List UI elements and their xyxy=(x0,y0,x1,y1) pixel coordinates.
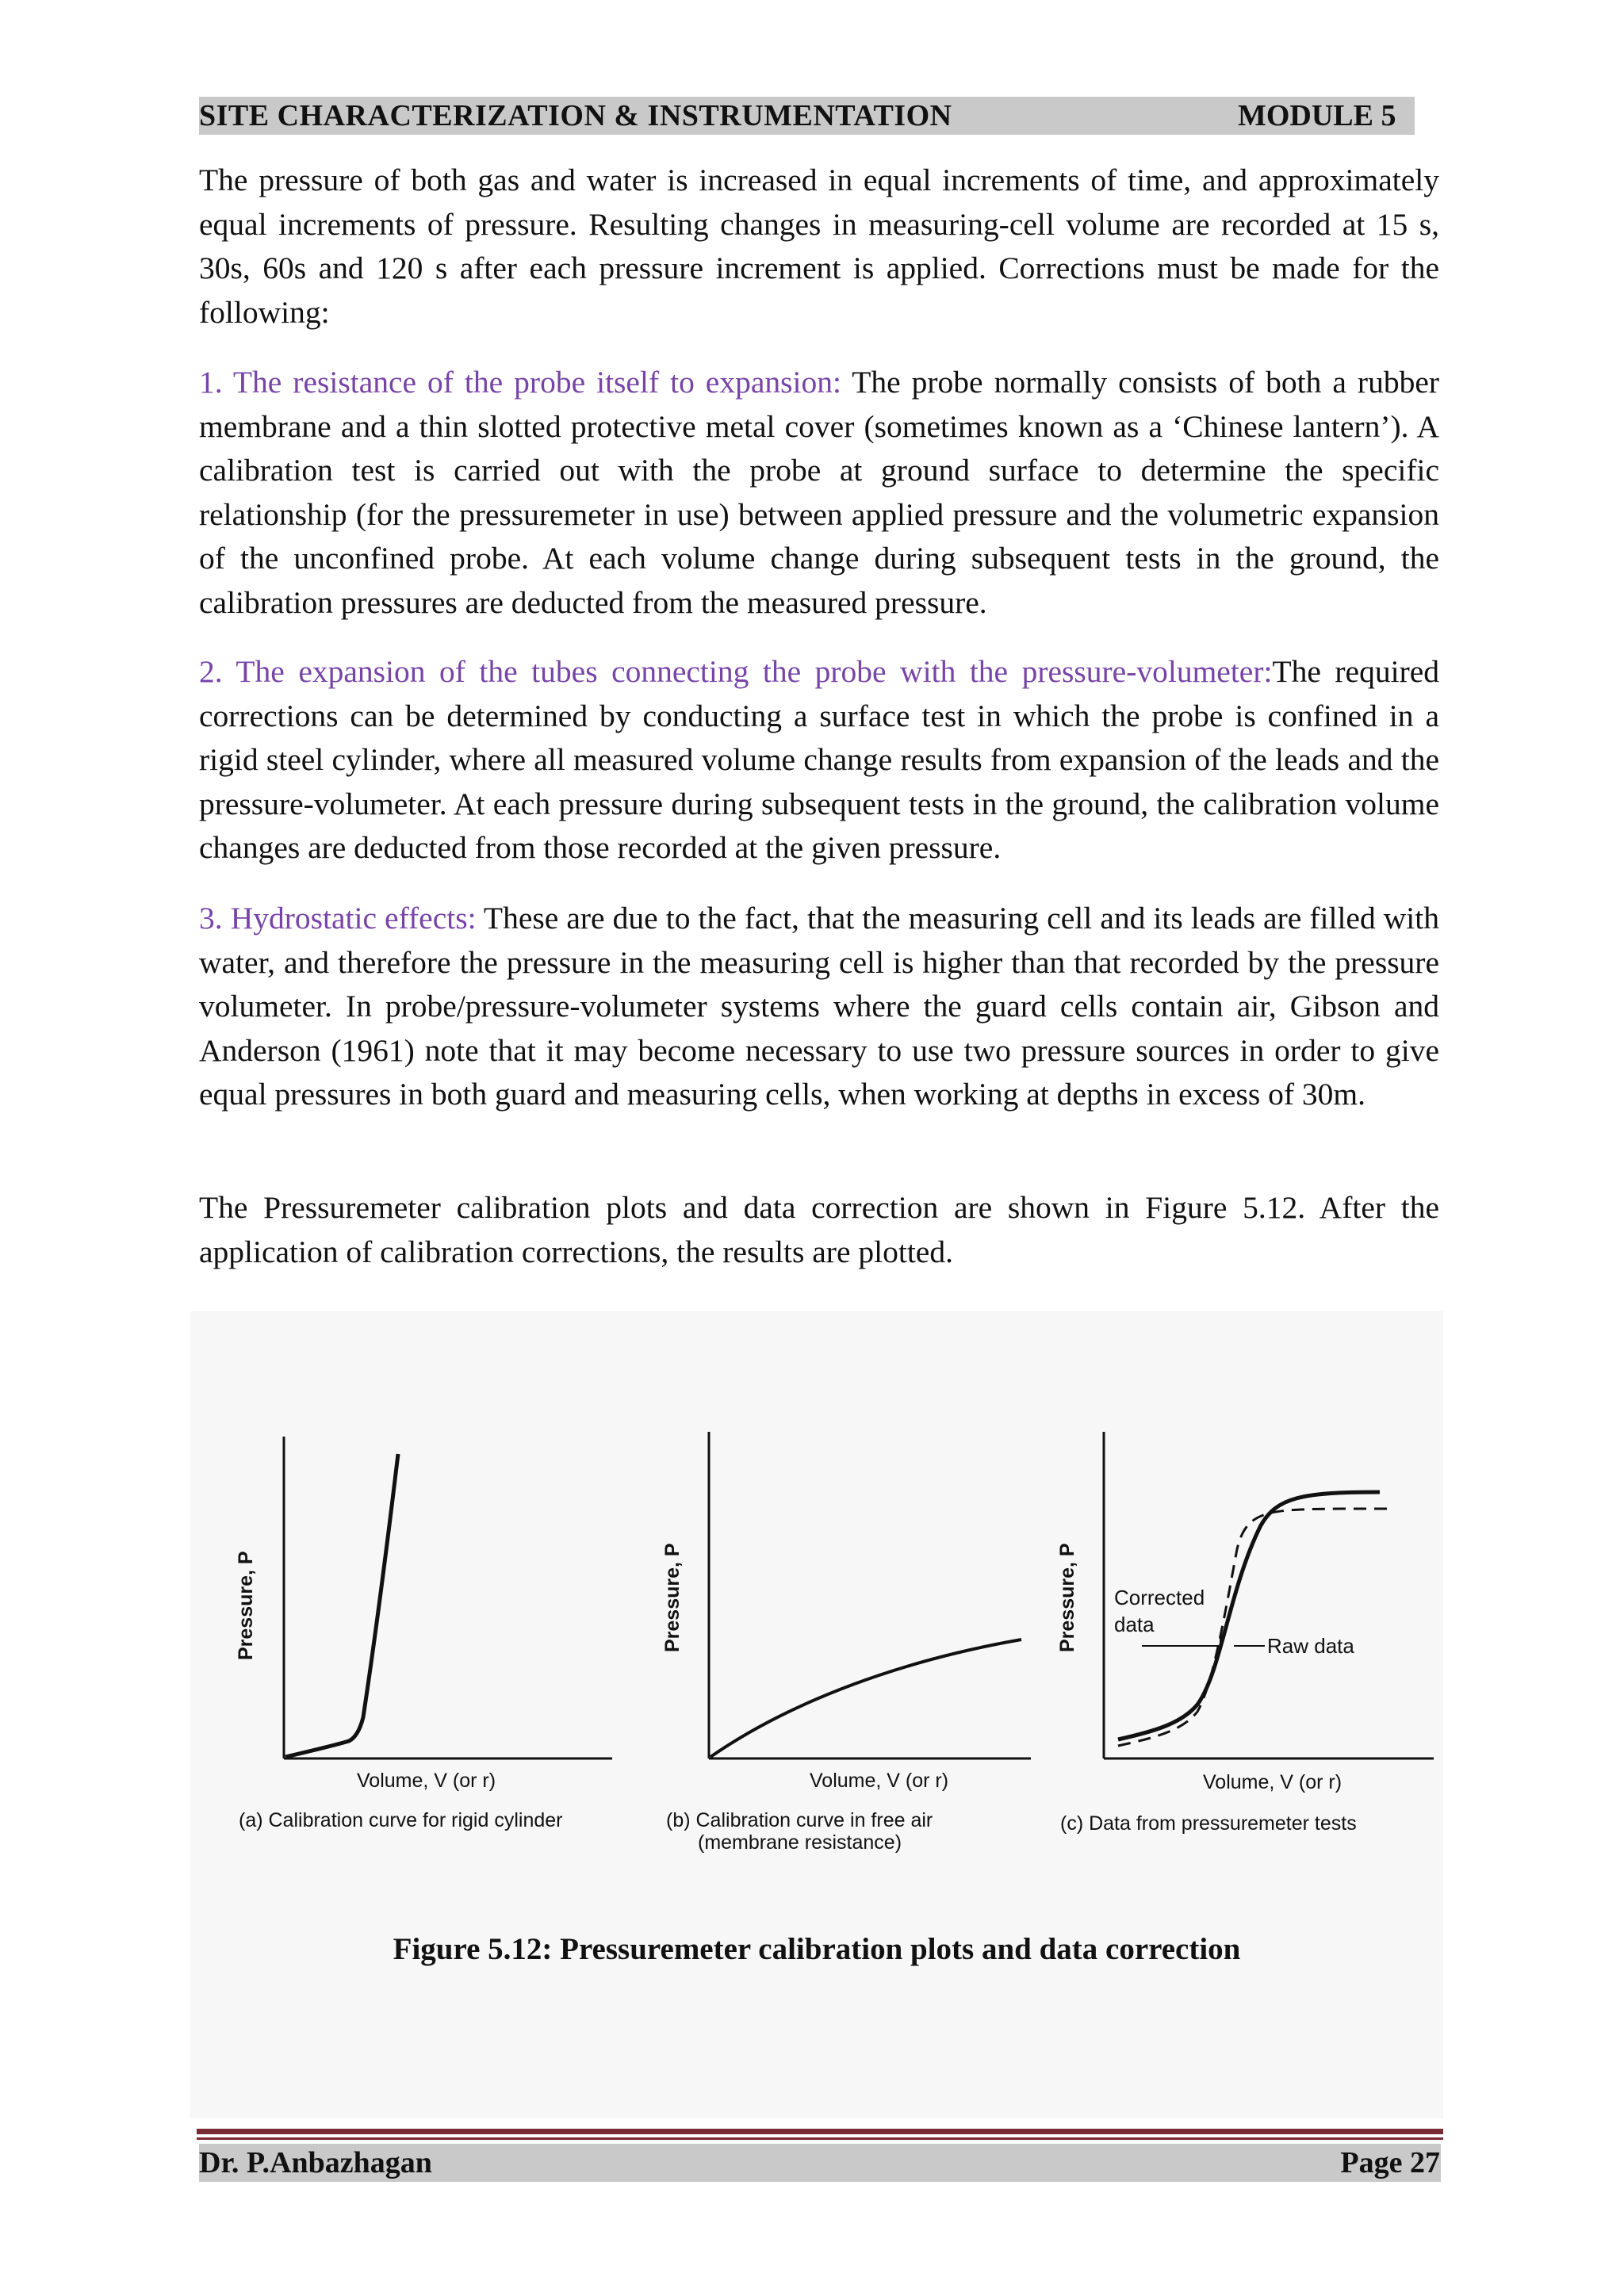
header-module: MODULE 5 xyxy=(1238,99,1396,132)
panel-b-caption-line1: (b) Calibration curve in free air xyxy=(666,1809,933,1831)
footer-rule-thin xyxy=(197,2137,1443,2140)
panel-b-xlabel: Volume, V (or r) xyxy=(810,1770,949,1792)
panel-a xyxy=(235,1437,612,1831)
panel-c-corrected-label: Corrected xyxy=(1114,1586,1205,1609)
heading-tube-expansion: 2. The expansion of the tubes connecting the probe with the pressure-volumeter: xyxy=(199,654,1273,689)
panel-b-calibration-curve xyxy=(710,1640,1021,1757)
paragraph-hydrostatic xyxy=(199,897,1439,1117)
figure-plots xyxy=(190,1311,1443,2118)
paragraph-intro: The pressure of both gas and water is increased in equal increments of time, and approximately equal increments of pressure. Resulting changes in measuring-cell volume are recorded at 15 s, 30s, 60s and 120 s after each pressure increment is applied. Corrections must be made for the following: xyxy=(199,163,1439,330)
panel-a-xlabel: Volume, V (or r) xyxy=(357,1770,496,1792)
heading-hydrostatic: 3. Hydrostatic effects: xyxy=(199,901,477,936)
panel-a-ylabel: Pressure, P xyxy=(235,1551,257,1660)
header-title: SITE CHARACTERIZATION & INSTRUMENTATION xyxy=(199,99,952,132)
figure-panel xyxy=(190,1311,1443,2118)
paragraph-probe-resistance xyxy=(199,361,1439,625)
panel-a-calibration-curve xyxy=(285,1454,398,1757)
panel-b-ylabel: Pressure, P xyxy=(661,1543,684,1652)
panel-c-corrected-label-line2: data xyxy=(1114,1613,1155,1636)
heading-probe-resistance: 1. The resistance of the probe itself to expansion: xyxy=(199,365,841,400)
page-number: Page 27 xyxy=(1340,2146,1440,2179)
panel-b-caption-line2: (membrane resistance) xyxy=(698,1831,902,1854)
footer-author: Dr. P.Anbazhagan xyxy=(199,2146,432,2179)
paragraph-tube-expansion xyxy=(199,650,1439,871)
text-probe-resistance: The probe normally consists of both a rubber membrane and a thin slotted protective metal cover (sometimes known as a ‘Chinese lantern’). A calibration test is carried out with the probe at ground surface to determine the specific relationship (for the pressuremeter in use) between applied pressure and the volumetric expansion of the unconfined probe. At each volume change during subsequent tests in the ground, the calibration pressures are deducted from the measured pressure. xyxy=(199,365,1440,620)
panel-c-raw-label: Raw data xyxy=(1267,1634,1354,1658)
panel-c-ylabel: Pressure, P xyxy=(1056,1543,1078,1652)
panel-c-xlabel: Volume, V (or r) xyxy=(1203,1771,1342,1793)
figure-caption: Figure 5.12: Pressuremeter calibration plots and data correction xyxy=(393,1932,1241,1966)
text-tube-expansion: The required corrections can be determined by conducting a surface test in which the probe is confined in a rigid steel cylinder, where all measured volume change results from expansion of the leads and the pressure-volumeter. At each pressure during subsequent tests in the ground, the calibration volume changes are deducted from those recorded at the given pressure. xyxy=(199,654,1439,865)
panel-c-raw-curve xyxy=(1118,1492,1380,1739)
panel-c xyxy=(1056,1432,1434,1835)
footer-rule-thick xyxy=(197,2129,1443,2134)
paragraph-figure-intro: The Pressuremeter calibration plots and data correction are shown in Figure 5.12. After the application of calibration corrections, the results are plotted. xyxy=(199,1190,1439,1269)
panel-c-caption: (c) Data from pressuremeter tests xyxy=(1060,1812,1357,1835)
panel-a-caption: (a) Calibration curve for rigid cylinder xyxy=(239,1809,563,1831)
text-hydrostatic: These are due to the fact, that the measuring cell and its leads are filled with water, and therefore the pressure in the measuring cell is higher than that recorded by the pressure volumeter. In probe/pressure-volumeter systems where the guard cells contain air, Gibson and Anderson (1961) note that it may become necessary to use two pressure sources in order to give equal pressures in both guard and measuring cells, when working at depths in excess of 30m. xyxy=(199,901,1439,1112)
panel-b xyxy=(661,1432,1031,1854)
